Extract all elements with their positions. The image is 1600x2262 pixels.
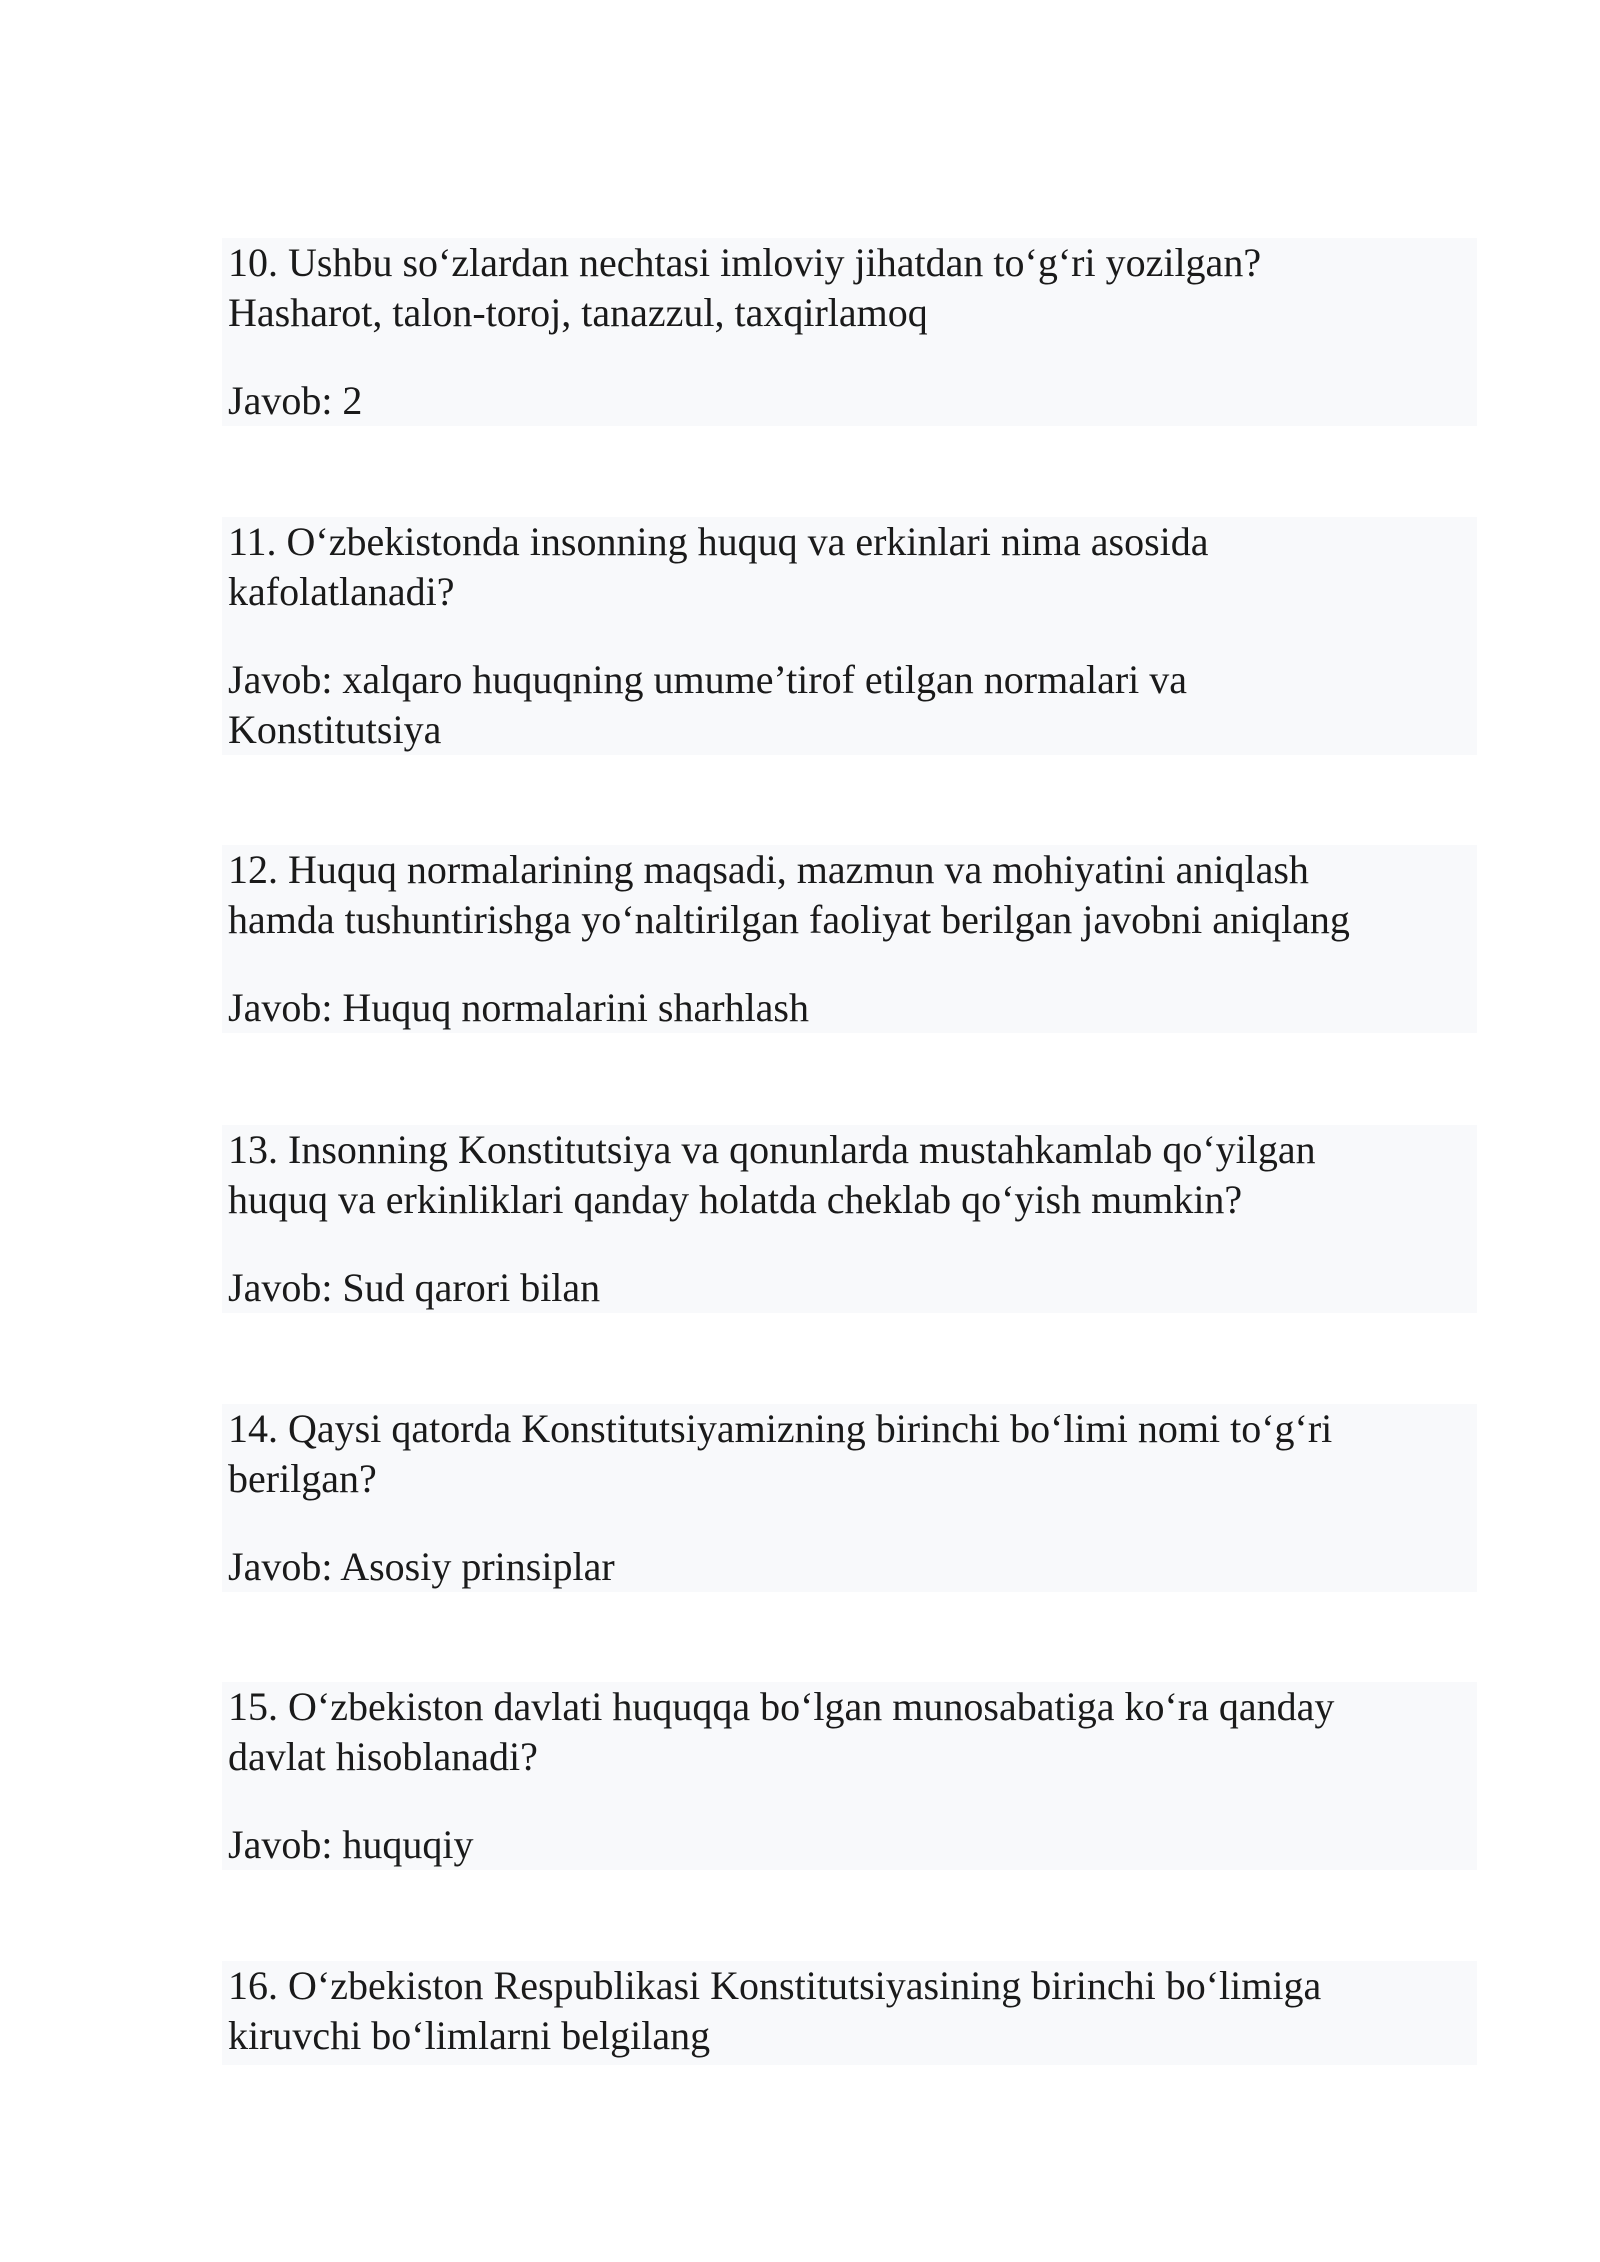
question-text: 12. Huquq normalarining maqsadi, mazmun va mohiyatini aniqlash hamda tushuntirishga yo‘naltirilgan faoliyat berilgan javobni aniqlang	[228, 847, 1350, 942]
question-block	[222, 845, 1477, 1033]
question-text: 13. Insonning Konstitutsiya va qonunlarda mustahkamlab qo‘yilgan huquq va erkinliklari qanday holatda cheklab qo‘yish mumkin?	[228, 1127, 1316, 1222]
question-text: 14. Qaysi qatorda Konstitutsiyamizning birinchi bo‘limi nomi to‘g‘ri berilgan?	[228, 1406, 1333, 1501]
answer-text: Javob: xalqaro huquqning umume’tirof etilgan normalari va Konstitutsiya	[228, 657, 1188, 752]
question-text: 15. O‘zbekiston davlati huquqqa bo‘lgan munosabatiga ko‘ra qanday davlat hisoblanadi?	[228, 1684, 1335, 1779]
answer-text: Javob: Asosiy prinsiplar	[228, 1544, 615, 1589]
answer-text: Javob: Sud qarori bilan	[228, 1265, 601, 1310]
question-block	[222, 238, 1477, 426]
question-block	[222, 1404, 1477, 1592]
question-text: 16. O‘zbekiston Respublikasi Konstitutsiyasining birinchi bo‘limiga kiruvchi bo‘limlarni belgilang	[228, 1963, 1322, 2058]
question-block	[222, 517, 1477, 755]
answer-text: Javob: Huquq normalarini sharhlash	[228, 985, 809, 1030]
question-block	[222, 1961, 1477, 2065]
answer-text: Javob: huquqiy	[228, 1822, 474, 1867]
answer-text: Javob: 2	[228, 378, 363, 423]
question-text: 11. O‘zbekistonda insonning huquq va erkinlari nima asosida kafolatlanadi?	[228, 519, 1209, 614]
question-block	[222, 1682, 1477, 1870]
question-block	[222, 1125, 1477, 1313]
question-text: 10. Ushbu so‘zlardan nechtasi imloviy jihatdan to‘g‘ri yozilgan? Hasharot, talon-toroj, tanazzul, taxqirlamoq	[228, 240, 1262, 335]
